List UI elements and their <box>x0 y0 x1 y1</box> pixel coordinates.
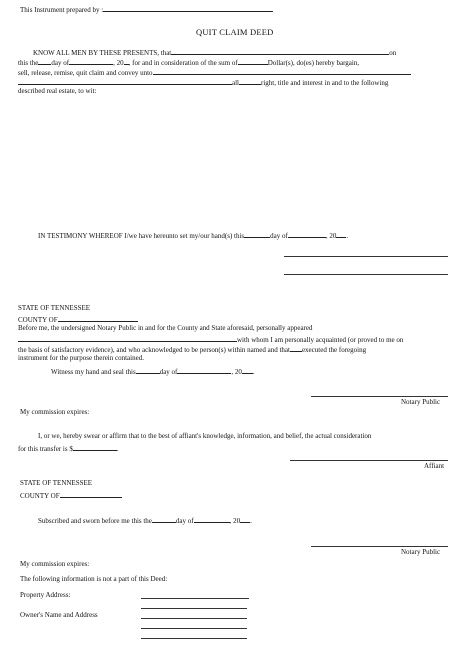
sworn-month-field[interactable] <box>194 515 230 523</box>
commission-expires-2: My commission expires: <box>20 560 90 568</box>
owner-field-line-2[interactable] <box>141 618 247 619</box>
testimony-year-field[interactable] <box>336 230 349 240</box>
owner-name-address-label: Owner's Name and Address <box>20 611 98 619</box>
witness-month-field[interactable] <box>177 366 231 374</box>
sworn-text: . <box>250 517 252 525</box>
witness-year-field[interactable] <box>242 366 253 374</box>
not-part-of-deed-note: The following information is not a part of this Deed: <box>20 575 168 583</box>
grantee-name-field[interactable] <box>153 67 411 75</box>
county-field-1[interactable] <box>58 314 138 322</box>
property-address-label: Property Address: <box>20 591 71 599</box>
owner-field-line-1[interactable] <box>141 608 247 609</box>
state-heading-1: STATE OF TENNESSEE <box>18 304 91 312</box>
consideration-amount-field[interactable] <box>238 57 268 65</box>
grantor-signature-line-1[interactable] <box>284 256 448 257</box>
affiant-signature-line[interactable] <box>290 460 448 461</box>
intro-text: day of <box>51 59 70 67</box>
notary-public-label-2: Notary Public <box>401 548 441 556</box>
executed-by-field[interactable] <box>290 344 302 352</box>
county-field-2[interactable] <box>60 490 122 498</box>
county-line-2 <box>20 490 122 501</box>
testimony-text: . <box>346 232 349 240</box>
owner-field-line-4[interactable] <box>141 638 247 639</box>
intro-text: Dollar(s), do(es) hereby bargain, <box>267 59 360 67</box>
affidavit-line-2 <box>18 443 119 454</box>
notary-text: with whom I am personally acquainted (or proved to me on <box>237 336 404 344</box>
notary-public-label-1: Notary Public <box>401 398 441 406</box>
sworn-text: , 20 <box>229 517 241 525</box>
intro-text: sell, release, remise, quit claim and convey unto <box>18 69 153 77</box>
county-label: COUNTY OF <box>20 492 60 500</box>
appeared-name-field[interactable] <box>18 334 237 342</box>
prepared-by-line <box>20 4 273 15</box>
testimony-text: day of <box>270 232 288 240</box>
sworn-line <box>38 515 252 526</box>
month-field[interactable] <box>69 57 113 65</box>
property-address-field[interactable] <box>141 598 249 599</box>
witness-day-field[interactable] <box>136 366 160 374</box>
witness-line-1 <box>51 366 255 377</box>
sworn-year-field[interactable] <box>240 515 250 523</box>
interest-field[interactable] <box>239 77 261 85</box>
testimony-text: , 20 <box>325 232 337 240</box>
affidavit-line-1: I, or we, hereby swear or affirm that to the best of affiant's knowledge, information, and belief, the actual consideration <box>38 432 372 440</box>
affiant-label: Affiant <box>424 462 445 470</box>
day-field[interactable] <box>38 57 51 65</box>
witness-text: , 20 <box>231 368 242 376</box>
testimony-month-field[interactable] <box>288 230 326 238</box>
intro-text: right, title and interest in and to the following <box>261 79 389 87</box>
intro-line-5: described real estate, to wit: <box>18 87 97 95</box>
owner-field-line-3[interactable] <box>141 628 247 629</box>
notary-text: the basis of satisfactory evidence), and who acknowledged to be person(s) within named and that <box>18 346 290 354</box>
intro-text: , for and in consideration of the sum of <box>128 59 238 67</box>
sworn-day-field[interactable] <box>152 515 176 523</box>
intro-text: , 20 <box>113 59 124 67</box>
grantee-continued-field[interactable] <box>18 77 232 85</box>
sworn-text: Subscribed and sworn before me this the <box>38 517 152 525</box>
consideration-field[interactable] <box>73 443 117 451</box>
witness-text: Witness my hand and seal this <box>51 368 136 376</box>
grantor-name-field[interactable] <box>171 47 389 55</box>
state-heading-2: STATE OF TENNESSEE <box>20 479 93 487</box>
witness-text: . <box>252 368 255 376</box>
notary-paragraph-line-1: Before me, the undersigned Notary Public in and for the County and State aforesaid, personally appeared <box>18 324 313 332</box>
affidavit-period: . <box>116 445 119 453</box>
prepared-by-field[interactable] <box>103 4 273 12</box>
commission-expires-1: My commission expires: <box>20 408 90 416</box>
testimony-text: IN TESTIMONY WHEREOF I/we have hereunto set my/our hand(s) this <box>38 232 245 240</box>
intro-text: all <box>232 79 239 87</box>
intro-text: this the <box>18 59 39 67</box>
prepared-by-label: This Instrument prepared by : <box>20 6 104 14</box>
notary-paragraph-line-4: instrument for the purpose therein contained. <box>18 354 144 362</box>
notary-signature-line-1[interactable] <box>311 396 448 397</box>
grantor-signature-line-2[interactable] <box>284 274 448 275</box>
testimony-day-field[interactable] <box>244 230 270 238</box>
notary-text: executed the foregoing <box>301 346 367 354</box>
document-title: QUIT CLAIM DEED <box>196 27 274 37</box>
testimony-line <box>38 230 348 241</box>
affidavit-text: for this transfer is $ <box>18 445 73 453</box>
notary-signature-line-2[interactable] <box>311 546 448 547</box>
witness-text: day of <box>159 368 178 376</box>
county-label: COUNTY OF <box>18 316 58 324</box>
sworn-text: day of <box>175 517 194 525</box>
intro-text: KNOW ALL MEN BY THESE PRESENTS, that <box>33 49 172 57</box>
intro-text: on <box>389 49 397 57</box>
